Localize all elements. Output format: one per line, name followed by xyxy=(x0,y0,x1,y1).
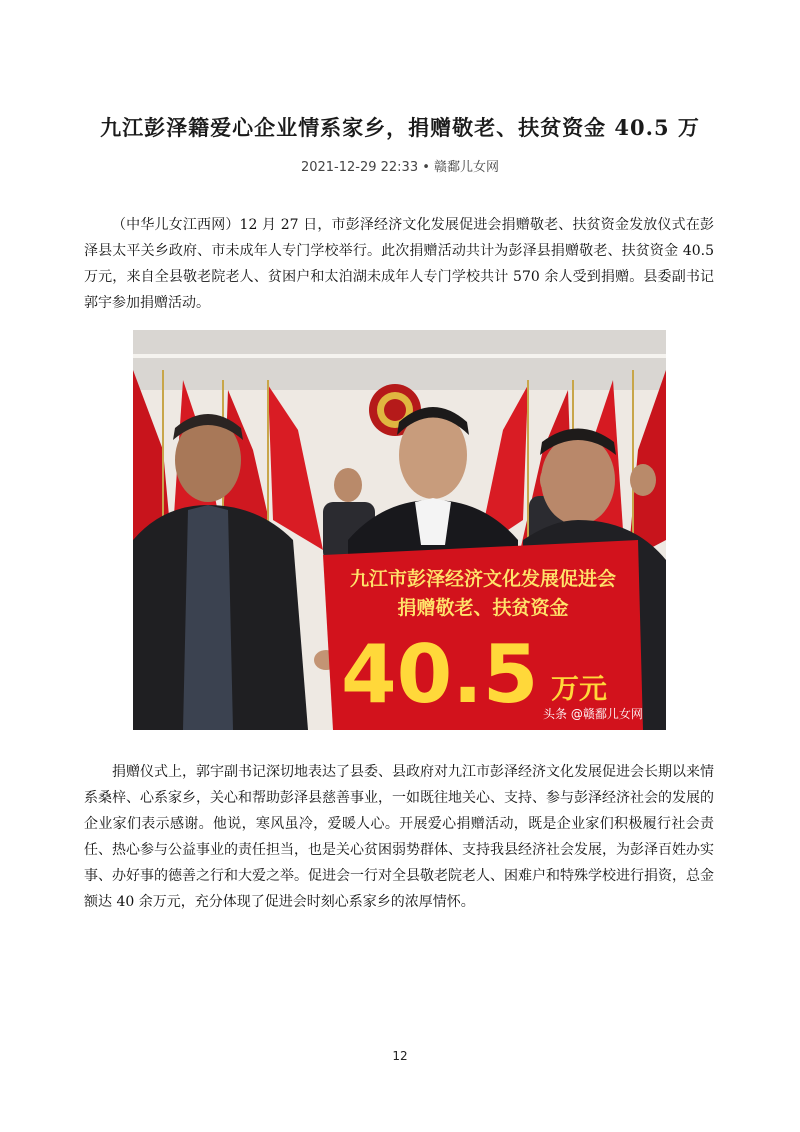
article-photo xyxy=(133,330,666,730)
article-paragraph-1: （中华儿女江西网）12 月 27 日，市彭泽经济文化发展促进会捐赠敬老、扶贫资金发放仪式在彭泽县太平关乡政府、市未成年人专门学校举行。此次捐赠活动共计为彭泽县捐赠敬老、扶贫资金 40.5 万元，来自全县敬老院老人、贫困户和太泊湖未成年人专门学校共计 570 余人受到捐赠。县委副书记郭宇参加捐赠活动。 xyxy=(84,217,714,311)
article-paragraph-2: 捐赠仪式上，郭宇副书记深切地表达了县委、县政府对九江市彭泽经济文化发展促进会长期以来情系桑梓、心系家乡，关心和帮助彭泽县慈善事业，一如既往地关心、支持、参与彭泽经济社会的发展的企业家们表示感谢。他说，寒风虽冷，爱暖人心。开展爱心捐赠活动，既是企业家们积极履行社会责任、热心参与公益事业的责任担当，也是关心贫困弱势群体、支持我县经济社会发展，为彭泽百姓办实事、办好事的德善之行和大爱之举。促进会一行对全县敬老院老人、困难户和特殊学校进行捐资，总金额达 40 余万元，充分体现了促进会时刻心系家乡的浓厚情怀。 xyxy=(84,764,714,910)
page-number: 12 xyxy=(392,1049,408,1063)
ceiling xyxy=(133,330,666,390)
photo-watermark: 头条 @赣鄱儿女网 xyxy=(543,707,643,721)
photo-scene xyxy=(133,330,666,730)
article-meta: 2021-12-29 22:33 • 赣鄱儿女网 xyxy=(300,160,500,175)
sign-amount: 40.5 xyxy=(341,628,539,721)
sign-unit: 万元 xyxy=(551,672,608,705)
donation-sign xyxy=(323,540,643,730)
sign-line2: 捐赠敬老、扶贫资金 xyxy=(397,597,569,619)
sign-line1: 九江市彭泽经济文化发展促进会 xyxy=(349,568,617,590)
article-title: 九江彭泽籍爱心企业情系家乡，捐赠敬老、扶贫资金 40.5 万 xyxy=(100,115,700,140)
person-right xyxy=(541,435,615,525)
ceiling-light xyxy=(133,354,666,358)
